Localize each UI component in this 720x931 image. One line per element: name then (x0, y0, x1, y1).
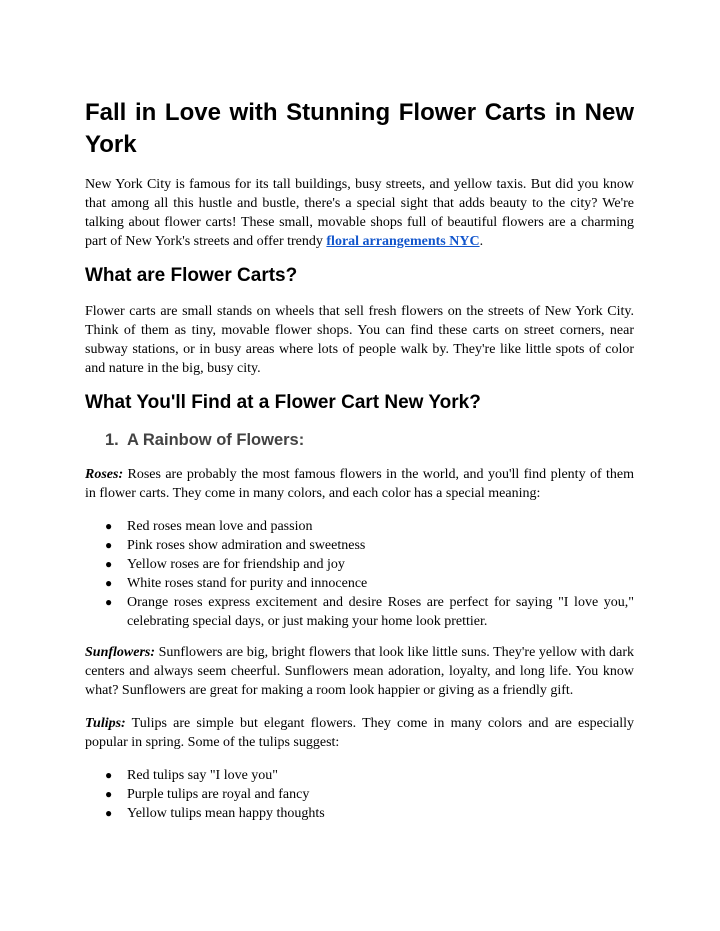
intro-text: New York City is famous for its tall buildings, busy streets, and yellow taxis. But did you know that among all this hustle and bustle, there's a special sight that adds beauty to the city? We're talking about flower carts! These small, movable shops full of beautiful flowers are a charming part of New York's streets and offer trendy (85, 177, 634, 249)
bullet-icon: ● (105, 595, 113, 609)
list-item: ● Purple tulips are royal and fancy (105, 787, 310, 802)
tulips-paragraph (85, 714, 634, 752)
heading-what-youll-find: What You'll Find at a Flower Cart New York? (85, 392, 481, 413)
bullet-icon: ● (105, 538, 113, 552)
roses-list (85, 517, 634, 631)
bullet-icon: ● (105, 519, 113, 533)
list-item: ● Red roses mean love and passion (105, 519, 313, 534)
bullet-icon: ● (105, 768, 113, 782)
roses-paragraph (85, 465, 634, 503)
bullet-icon: ● (105, 806, 113, 820)
bullet-icon: ● (105, 557, 113, 571)
bullet-icon: ● (105, 787, 113, 801)
list-item: ● White roses stand for purity and innocence (105, 576, 368, 591)
subheading-rainbow-of-flowers (105, 429, 304, 451)
roses-text: Roses are probably the most famous flowers in the world, and you'll find plenty of them in flower carts. They come in many colors, and each color has a special meaning: (85, 467, 634, 501)
page-title: Fall in Love with Stunning Flower Carts in New York (85, 99, 634, 158)
sunflowers-paragraph (85, 643, 634, 700)
bullet-icon: ● (105, 576, 113, 590)
list-item: ● Orange roses express excitement and desire Roses are perfect for saying "I love you," celebrating special days, or just making your home look prettier. (105, 595, 634, 629)
intro-paragraph (85, 175, 634, 251)
list-item: ● Pink roses show admiration and sweetness (105, 538, 366, 553)
floral-arrangements-link[interactable]: floral arrangements NYC (326, 234, 480, 249)
tulips-list (85, 766, 634, 823)
subheading-text: A Rainbow of Flowers: (127, 431, 305, 449)
sunflowers-text: Sunflowers are big, bright flowers that look like little suns. They're yellow with dark centers and always seem cheerful. Sunflowers mean adoration, loyalty, and long life. You know what? Sunflowers are great for making a room look happier or giving as a friendly gift. (85, 645, 634, 698)
subheading-number: 1. (105, 431, 119, 449)
list-item: ● Yellow tulips mean happy thoughts (105, 806, 325, 821)
list-item: ● Red tulips say "I love you" (105, 768, 279, 783)
tulips-term: Tulips: (85, 716, 126, 731)
what-paragraph: Flower carts are small stands on wheels that sell fresh flowers on the streets of New York City. Think of them as tiny, movable flower shops. You can find these carts on street corners, near subway stations, or in busy areas where lots of people walk by. They're like little spots of color and nature in the big, busy city. (85, 304, 634, 376)
intro-end: . (479, 234, 484, 249)
sunflowers-term: Sunflowers: (85, 645, 156, 660)
list-item: ● Yellow roses are for friendship and joy (105, 557, 345, 572)
heading-what-are-flower-carts: What are Flower Carts? (85, 265, 298, 286)
tulips-text: Tulips are simple but elegant flowers. They come in many colors and are especially popular in spring. Some of the tulips suggest: (85, 716, 634, 750)
roses-term: Roses: (85, 467, 124, 482)
